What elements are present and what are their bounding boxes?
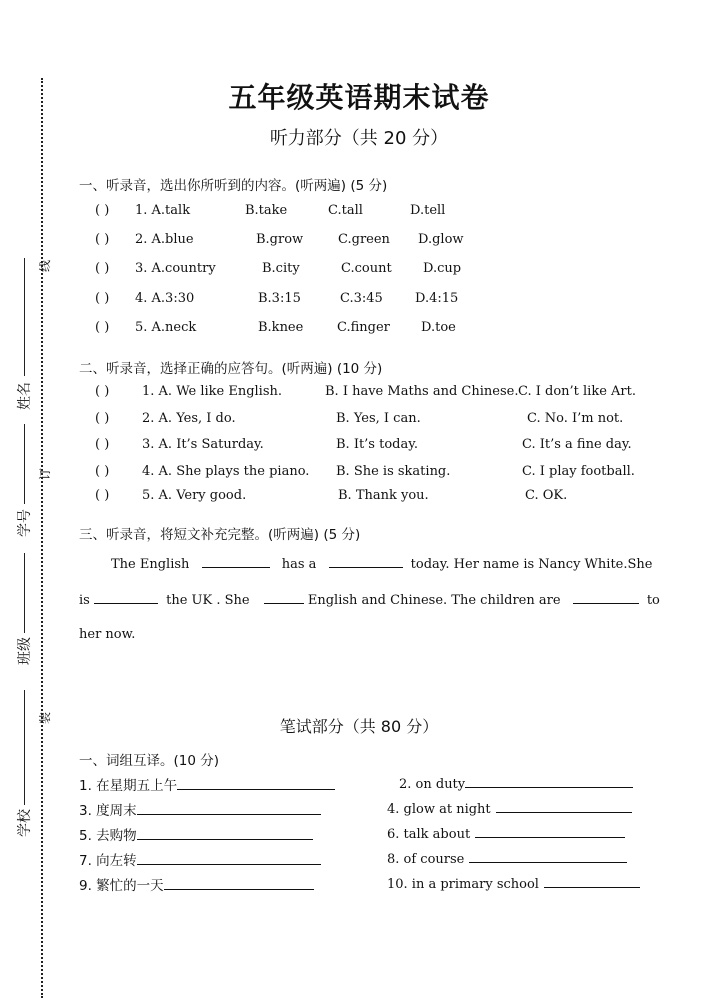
translation-item: 7. 向左转 <box>79 849 321 869</box>
part1-option-a: 5. A.neck <box>135 320 197 335</box>
listening-header: 听力部分（共 20 分） <box>269 128 449 149</box>
part1-option-b: B.city <box>262 261 300 276</box>
part2-option-b: B. She is skating. <box>336 464 451 479</box>
binding-dotted-line <box>41 78 43 998</box>
part1-option-d: D.toe <box>421 320 456 335</box>
part1-option-b: B.3:15 <box>258 291 301 306</box>
part2-option-a: 5. A. Very good. <box>142 488 247 503</box>
part2-option-c: C. It’s a fine day. <box>522 437 632 452</box>
written-header: 笔试部分（共 80 分） <box>279 717 439 736</box>
part1-option-b: B.knee <box>258 320 304 335</box>
translation-item: 9. 繁忙的一天 <box>79 874 314 894</box>
translation-item: 10. in a primary school <box>387 874 640 892</box>
number-field[interactable] <box>24 424 25 504</box>
school-label: 学校 <box>17 809 33 837</box>
part1-option-a: 1. A.talk <box>135 203 191 218</box>
fill-blank-5[interactable] <box>573 590 639 604</box>
fill-blank-4[interactable] <box>264 590 304 604</box>
part2-option-b: B. I have Maths and Chinese. <box>325 384 519 399</box>
fill-blank-1[interactable] <box>202 554 270 568</box>
part1-option-c: C.count <box>341 261 392 276</box>
school-field[interactable] <box>24 690 25 805</box>
translation-item: 2. on duty <box>399 774 633 792</box>
part1-option-d: D.tell <box>410 203 446 218</box>
name-field[interactable] <box>24 258 25 376</box>
part2-heading: 二、听录音，选择正确的应答句。(听两遍) (10 分) <box>79 361 383 377</box>
page-title: 五年级英语期末试卷 <box>228 81 490 114</box>
passage-text: is <box>79 593 90 608</box>
part1-option-c: C.tall <box>328 203 363 218</box>
passage-text: the UK . She <box>166 593 250 608</box>
part3-heading: 三、听录音，将短文补充完整。(听两遍) (5 分) <box>79 527 361 543</box>
part2-option-a: 2. A. Yes, I do. <box>142 411 236 426</box>
part1-paren[interactable]: ( ) <box>95 261 110 276</box>
part1-option-c: C.finger <box>337 320 390 335</box>
part2-paren[interactable]: ( ) <box>95 437 110 452</box>
translation-item: 3. 度周末 <box>79 799 321 819</box>
part1-option-a: 3. A.country <box>135 261 216 276</box>
part2-option-b: B. Thank you. <box>338 488 429 503</box>
passage-text: English and Chinese. The children are <box>307 593 561 608</box>
part2-option-a: 4. A. She plays the piano. <box>142 464 310 479</box>
translation-item: 8. of course <box>387 849 627 867</box>
part2-paren[interactable]: ( ) <box>95 384 110 399</box>
number-label: 学号 <box>17 509 33 537</box>
passage-line-3: her now. <box>79 627 136 642</box>
binding-mark-ding: 订 <box>38 467 52 480</box>
part1-option-d: D.4:15 <box>415 291 459 306</box>
binding-mark-zhuang: 装 <box>38 711 52 724</box>
part1-option-b: B.grow <box>256 232 304 247</box>
part1-option-c: C.3:45 <box>340 291 383 306</box>
passage-text: today. Her name is Nancy White.She <box>410 557 653 572</box>
part2-option-c: C. No. I’m not. <box>527 411 624 426</box>
part2-option-c: C. I play football. <box>522 464 635 479</box>
translation-item: 5. 去购物 <box>79 824 313 844</box>
part1-option-c: C.green <box>338 232 390 247</box>
part2-option-b: B. It’s today. <box>336 437 418 452</box>
part2-option-c: C. I don’t like Art. <box>518 384 637 399</box>
translation-item: 6. talk about <box>387 824 625 842</box>
fill-blank-3[interactable] <box>94 590 158 604</box>
part1-paren[interactable]: ( ) <box>95 291 110 306</box>
part1-paren[interactable]: ( ) <box>95 203 110 218</box>
part2-paren[interactable]: ( ) <box>95 411 110 426</box>
part4-heading: 一、词组互译。(10 分) <box>79 753 220 769</box>
class-field[interactable] <box>24 553 25 633</box>
passage-text: The English <box>111 557 190 572</box>
fill-blank-2[interactable] <box>329 554 403 568</box>
passage-text: has a <box>281 557 317 572</box>
passage-line-1 <box>111 554 652 572</box>
part2-option-a: 3. A. It’s Saturday. <box>142 437 264 452</box>
part1-option-a: 2. A.blue <box>135 232 194 247</box>
passage-text: to <box>646 593 660 608</box>
part1-paren[interactable]: ( ) <box>95 320 110 335</box>
part1-option-d: D.glow <box>418 232 464 247</box>
part1-option-d: D.cup <box>423 261 462 276</box>
part1-option-a: 4. A.3:30 <box>135 291 195 306</box>
part1-paren[interactable]: ( ) <box>95 232 110 247</box>
part2-option-c: C. OK. <box>525 488 568 503</box>
name-label: 姓名 <box>17 382 33 410</box>
part2-paren[interactable]: ( ) <box>95 488 110 503</box>
class-label: 班级 <box>17 637 33 665</box>
translation-item: 1. 在星期五上午 <box>79 774 335 794</box>
part2-option-b: B. Yes, I can. <box>336 411 421 426</box>
part1-heading: 一、听录音，选出你所听到的内容。(听两遍) (5 分) <box>79 178 388 194</box>
part2-option-a: 1. A. We like English. <box>142 384 283 399</box>
binding-mark-line: 线 <box>38 259 52 272</box>
part2-paren[interactable]: ( ) <box>95 464 110 479</box>
passage-line-2 <box>79 590 660 608</box>
translation-item: 4. glow at night <box>387 799 632 817</box>
part1-option-b: B.take <box>245 203 288 218</box>
